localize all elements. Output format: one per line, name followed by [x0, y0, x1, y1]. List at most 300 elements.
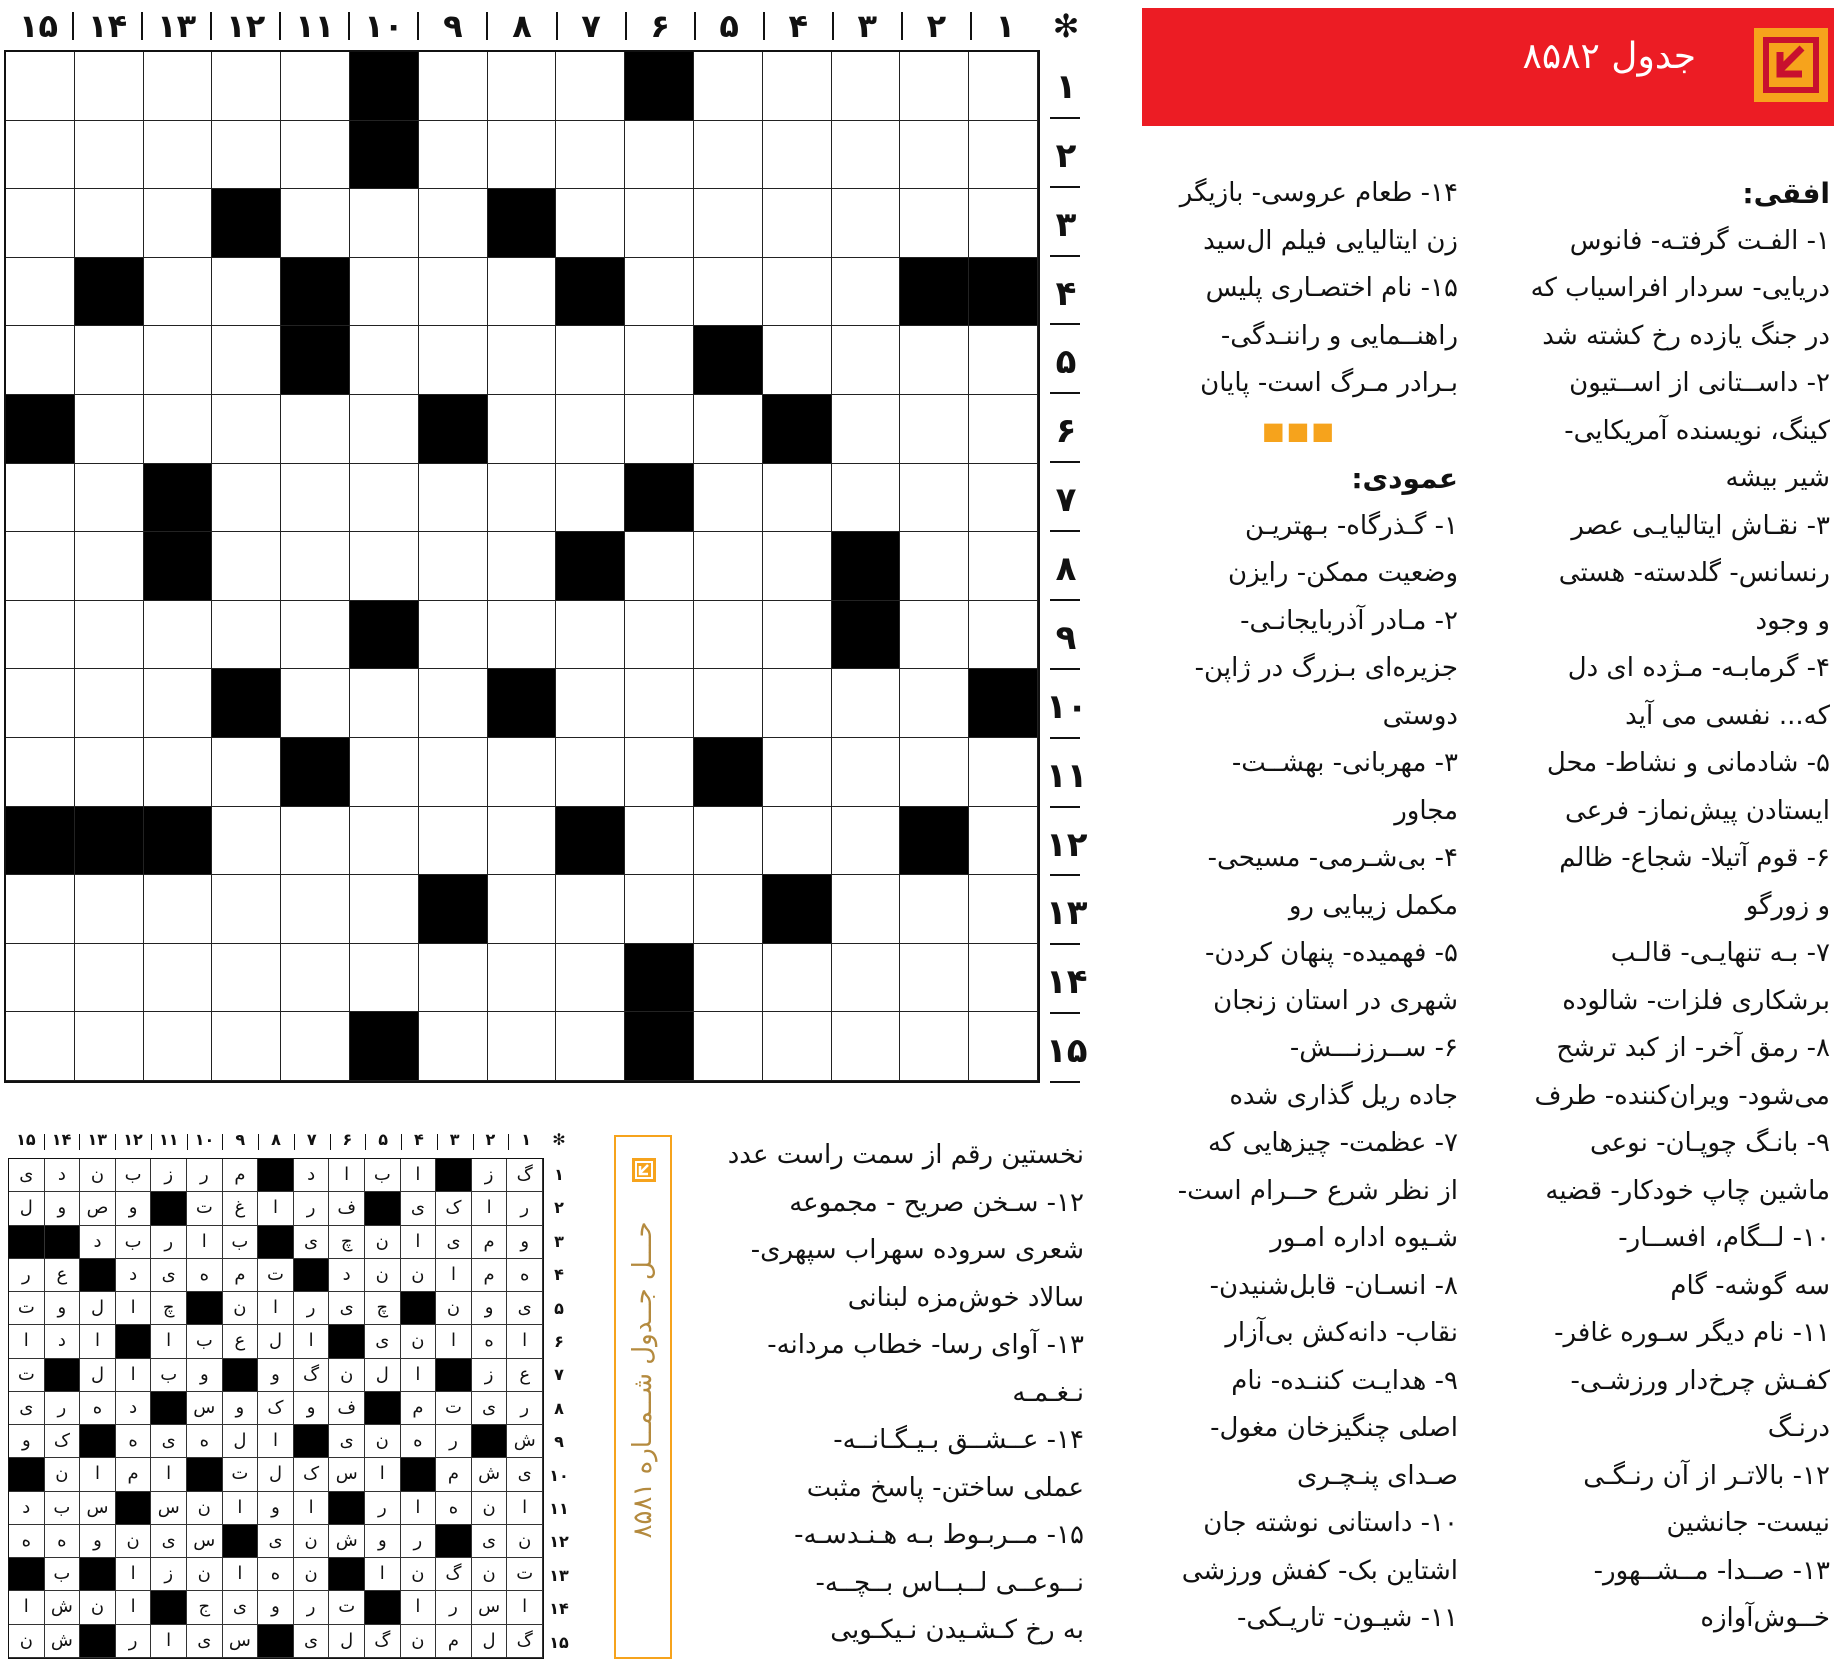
- solution-column-number: ۹: [235, 1130, 246, 1149]
- grid-cell: [212, 326, 281, 395]
- row-number: ۱۲: [1046, 824, 1088, 865]
- solution-cell: ن: [294, 1558, 330, 1591]
- clue-line: ۱- گـذرگاه- بـهتریـن: [1244, 510, 1458, 541]
- grid-cell: [694, 52, 763, 121]
- grid-cell: [900, 875, 969, 944]
- solution-cell: و: [187, 1359, 223, 1392]
- solution-cell: ا: [294, 1325, 330, 1358]
- column-number: ۷: [581, 7, 601, 45]
- column-number: ۱۴: [88, 7, 128, 45]
- solution-cell: ا: [507, 1325, 543, 1358]
- solution-cell: ت: [329, 1591, 365, 1624]
- clue-line: و زورگو: [1745, 890, 1830, 921]
- solution-cell: ف: [329, 1192, 365, 1225]
- clue-line: عملی ساختن- پاسخ مثبت: [806, 1472, 1084, 1503]
- row-number: ۶: [1055, 411, 1077, 452]
- solution-cell: ا: [507, 1591, 543, 1624]
- grid-cell: [281, 807, 350, 876]
- grid-cell: [75, 944, 144, 1013]
- grid-cell: [281, 121, 350, 190]
- solution-column-separator: [437, 1134, 438, 1150]
- solution-cell: م: [223, 1159, 259, 1192]
- solution-column-separator: [365, 1134, 366, 1150]
- grid-cell: [694, 875, 763, 944]
- solution-cell: ن: [223, 1292, 259, 1325]
- solution-cell: ا: [258, 1292, 294, 1325]
- clue-line: ۴- گرمابـه- مـژده ای دل: [1567, 653, 1830, 683]
- grid-cell: [556, 189, 625, 258]
- row-number: ۱۴: [1046, 962, 1088, 1003]
- grid-cell: [556, 464, 625, 533]
- grid-cell: [6, 326, 75, 395]
- solution-cell: ک: [45, 1425, 81, 1458]
- solution-cell: ر: [294, 1192, 330, 1225]
- grid-cell: [832, 464, 901, 533]
- solution-cell: ه: [401, 1425, 437, 1458]
- solution-cell: ا: [365, 1558, 401, 1591]
- solution-row-number: ۸: [554, 1398, 564, 1418]
- corner-arrow-icon: [1754, 28, 1828, 102]
- solution-block-cell: [151, 1392, 187, 1425]
- block-cell: [212, 669, 281, 738]
- grid-cell: [556, 601, 625, 670]
- block-cell: [350, 121, 419, 190]
- block-cell: [6, 395, 75, 464]
- clue-line: جاده ریل گذاری شده: [1229, 1080, 1458, 1111]
- grid-cell: [694, 121, 763, 190]
- grid-cell: [6, 532, 75, 601]
- solution-column-number: ۸: [271, 1130, 281, 1149]
- grid-cell: [350, 738, 419, 807]
- solution-column-separator: [44, 1134, 45, 1150]
- clue-line: دوستی: [1382, 700, 1458, 731]
- grid-cell: [900, 1012, 969, 1081]
- grid-cell: [350, 464, 419, 533]
- clue-line: ۳- نقـاش ایتالیایـی عصر: [1571, 510, 1830, 541]
- solution-cell: ش: [45, 1625, 81, 1658]
- solution-column-number: ۲: [485, 1130, 496, 1149]
- clue-line: ۱۳- صــدا- مــشــهور-: [1593, 1555, 1830, 1586]
- grid-cell: [419, 944, 488, 1013]
- grid-cell: [350, 944, 419, 1013]
- block-cell: [144, 532, 213, 601]
- grid-cell: [763, 52, 832, 121]
- solution-block-cell: [80, 1425, 116, 1458]
- grid-cell: [75, 1012, 144, 1081]
- clue-line: ۱۵- نام اختصـاری پلیس: [1205, 273, 1458, 303]
- solution-cell: ه: [187, 1425, 223, 1458]
- solution-cell: د: [45, 1325, 81, 1358]
- row-number: ۵: [1055, 342, 1077, 383]
- column-number: ۱۱: [295, 7, 335, 45]
- solution-cell: ا: [472, 1192, 508, 1225]
- grid-cell: [75, 121, 144, 190]
- row-separator: [1050, 186, 1080, 188]
- puzzle-title: جدول ۸۵۸۲: [1522, 36, 1696, 77]
- row-number: ۱۰: [1046, 686, 1088, 727]
- grid-cell: [281, 52, 350, 121]
- solution-column-separator: [508, 1134, 509, 1150]
- grid-cell: [419, 52, 488, 121]
- solution-cell: گ: [507, 1159, 543, 1192]
- grid-cell: [900, 121, 969, 190]
- grid-cell: [556, 875, 625, 944]
- grid-cell: [144, 52, 213, 121]
- grid-cell: [6, 1012, 75, 1081]
- clue-line: راهنــمایی و راننـدگی-: [1220, 320, 1458, 351]
- clue-line: ۱۲- بالاتـر از آن رنـگـی: [1583, 1460, 1830, 1491]
- clue-line: ۹- بانـگ چوپـان- نوعی: [1589, 1128, 1830, 1158]
- solution-cell: ر: [507, 1192, 543, 1225]
- solution-cell: ن: [401, 1625, 437, 1658]
- row-separator: [1050, 599, 1080, 601]
- solution-block-cell: [9, 1458, 45, 1491]
- clue-line: ۱۲- سـخن صریح - مجموعه: [789, 1187, 1084, 1218]
- row-separator: [1050, 530, 1080, 532]
- grid-cell: [900, 944, 969, 1013]
- solution-cell: ا: [223, 1558, 259, 1591]
- solution-cell: و: [507, 1226, 543, 1259]
- block-cell: [488, 669, 557, 738]
- grid-cell: [832, 395, 901, 464]
- solution-row-number: ۷: [554, 1365, 564, 1385]
- solution-cell: ا: [401, 1492, 437, 1525]
- solution-cell: ن: [187, 1558, 223, 1591]
- grid-cell: [419, 532, 488, 601]
- clue-line: ۱۰- لــگام، افســار-: [1618, 1223, 1830, 1253]
- solution-block-cell: [151, 1591, 187, 1624]
- solution-cell: ج: [187, 1591, 223, 1624]
- grid-cell: [488, 532, 557, 601]
- row-number: ۱۳: [1046, 893, 1088, 934]
- solution-cell: م: [401, 1392, 437, 1425]
- solution-cell: ص: [80, 1192, 116, 1225]
- grid-cell: [625, 601, 694, 670]
- grid-cell: [144, 875, 213, 944]
- grid-cell: [969, 464, 1038, 533]
- solution-cell: ا: [80, 1325, 116, 1358]
- solution-block-cell: [80, 1558, 116, 1591]
- solution-row-number: ۴: [554, 1265, 564, 1285]
- clue-line: ۸- انسـان- قابل‌شنیدن-: [1209, 1270, 1458, 1301]
- solution-cell: ا: [258, 1192, 294, 1225]
- grid-cell: [763, 738, 832, 807]
- grid-cell: [212, 258, 281, 327]
- block-cell: [212, 189, 281, 258]
- grid-cell: [6, 258, 75, 327]
- grid-cell: [212, 875, 281, 944]
- solution-block-cell: [116, 1492, 152, 1525]
- grid-cell: [556, 52, 625, 121]
- clue-line: ۶- ســرزنـــش-: [1289, 1033, 1458, 1063]
- grid-cell: [556, 121, 625, 190]
- block-cell: [556, 807, 625, 876]
- row-number: ۱۵: [1046, 1031, 1088, 1072]
- solution-cell: ن: [401, 1558, 437, 1591]
- grid-cell: [900, 532, 969, 601]
- solution-cell: ن: [507, 1525, 543, 1558]
- solution-cell: د: [9, 1492, 45, 1525]
- solution-column-number: ۵: [378, 1130, 389, 1149]
- solution-block-cell: [116, 1325, 152, 1358]
- grid-cell: [488, 738, 557, 807]
- row-number: ۲: [1055, 135, 1077, 176]
- solution-row-number: ۱۲: [549, 1532, 569, 1552]
- solution-block-cell: [401, 1292, 437, 1325]
- solution-column-number: ۱۰: [194, 1130, 215, 1149]
- block-cell: [281, 738, 350, 807]
- solution-cell: ی: [151, 1525, 187, 1558]
- solution-cell: ک: [258, 1392, 294, 1425]
- solution-cell: ر: [151, 1226, 187, 1259]
- block-cell: [350, 1012, 419, 1081]
- row-separator: [1050, 1081, 1080, 1083]
- solution-cell: س: [80, 1492, 116, 1525]
- row-separator: [1050, 806, 1080, 808]
- grid-cell: [75, 189, 144, 258]
- clue-line: خــوش‌آوازه: [1700, 1603, 1830, 1633]
- clue-line: ۱۰- داستانی نوشته جان: [1203, 1508, 1458, 1538]
- grid-cell: [763, 189, 832, 258]
- solution-row-number: ۱۴: [549, 1599, 569, 1619]
- block-cell: [832, 532, 901, 601]
- solution-cell: ع: [507, 1359, 543, 1392]
- column-number: ۸: [512, 7, 532, 45]
- clue-line: ۵- فهمیده- پنهان کردن-: [1205, 938, 1458, 968]
- clue-line: ۱۴- طعام عروسی- بازیگر: [1179, 178, 1458, 208]
- clue-line: کفـش چرخ‌دار ورزشـی-: [1570, 1365, 1830, 1396]
- solution-cell: ن: [294, 1525, 330, 1558]
- grid-cell: [488, 258, 557, 327]
- grid-cell: [694, 532, 763, 601]
- solution-cell: ز: [151, 1558, 187, 1591]
- grid-cell: [832, 875, 901, 944]
- grid-cell: [212, 807, 281, 876]
- solution-block-cell: [187, 1292, 223, 1325]
- clue-line: شعری سروده سهراب سپهری-: [750, 1235, 1084, 1265]
- solution-block-cell: [9, 1558, 45, 1591]
- solution-cell: ب: [45, 1558, 81, 1591]
- solution-cell: ا: [365, 1458, 401, 1491]
- solution-cell: س: [187, 1525, 223, 1558]
- grid-cell: [488, 807, 557, 876]
- grid-cell: [832, 326, 901, 395]
- block-cell: [694, 738, 763, 807]
- grid-cell: [556, 738, 625, 807]
- solution-cell: ت: [507, 1558, 543, 1591]
- block-cell: [419, 395, 488, 464]
- grid-cell: [900, 601, 969, 670]
- grid-cell: [75, 395, 144, 464]
- solution-row-number: ۱۰: [549, 1465, 569, 1485]
- column-number: ۲: [926, 7, 947, 45]
- solution-cell: ب: [365, 1159, 401, 1192]
- solution-cell: ب: [116, 1226, 152, 1259]
- solution-row-number: ۹: [554, 1432, 564, 1452]
- row-separator: [1050, 461, 1080, 463]
- grid-cell: [212, 944, 281, 1013]
- clue-line: نــوعــی لــبــاس بــچــه-: [815, 1567, 1084, 1598]
- solution-column-separator: [473, 1134, 474, 1150]
- solution-column-separator: [330, 1134, 331, 1150]
- block-cell: [900, 807, 969, 876]
- grid-cell: [763, 532, 832, 601]
- grid-cell: [488, 1012, 557, 1081]
- grid-cell: [419, 669, 488, 738]
- solution-block-cell: [45, 1226, 81, 1259]
- solution-cell: و: [365, 1525, 401, 1558]
- grid-cell: [6, 189, 75, 258]
- solution-cell: ب: [187, 1325, 223, 1358]
- solution-cell: ر: [294, 1591, 330, 1624]
- grid-cell: [694, 189, 763, 258]
- solution-cell: و: [45, 1192, 81, 1225]
- block-cell: [6, 807, 75, 876]
- solution-column-number: ۱۴: [51, 1130, 72, 1149]
- row-separator: [1050, 943, 1080, 945]
- solution-row-number: ۲: [554, 1198, 564, 1218]
- solution-cell: ا: [151, 1625, 187, 1658]
- clue-line: ۱۱- شیـون- تاریـکی-: [1237, 1603, 1458, 1633]
- clue-line: دریایی- سردار افراسیاب که: [1530, 273, 1830, 303]
- solution-corner-symbol: ✻: [552, 1130, 566, 1149]
- grid-cell: [350, 807, 419, 876]
- grid-cell: [144, 121, 213, 190]
- grid-cell: [75, 52, 144, 121]
- solution-cell: ن: [116, 1525, 152, 1558]
- grid-cell: [488, 875, 557, 944]
- solution-cell: ر: [116, 1625, 152, 1658]
- solution-cell: چ: [329, 1226, 365, 1259]
- solution-cell: ا: [436, 1259, 472, 1292]
- grid-cell: [281, 601, 350, 670]
- clue-line: سالاد خوش‌مزه لبنانی: [847, 1282, 1084, 1313]
- grid-cell: [75, 738, 144, 807]
- grid-cell: [694, 1012, 763, 1081]
- clue-line: می‌شود- ویران‌کننده- طرف: [1534, 1080, 1830, 1111]
- solution-cell: و: [45, 1292, 81, 1325]
- solution-cell: ر: [9, 1259, 45, 1292]
- solution-cell: ا: [401, 1591, 437, 1624]
- grid-cell: [488, 326, 557, 395]
- grid-cell: [900, 326, 969, 395]
- solution-cell: د: [294, 1159, 330, 1192]
- solution-cell: س: [187, 1392, 223, 1425]
- block-cell: [625, 1012, 694, 1081]
- grid-cell: [350, 258, 419, 327]
- clue-line: ماشین چاپ خودکار- قضیه: [1545, 1175, 1830, 1206]
- solution-cell: ر: [507, 1392, 543, 1425]
- grid-cell: [832, 669, 901, 738]
- grid-cell: [6, 738, 75, 807]
- solution-cell: ی: [436, 1226, 472, 1259]
- solution-cell: چ: [365, 1292, 401, 1325]
- clue-line: ۱۴- عــشــق بـیـگـانــه-: [833, 1425, 1084, 1455]
- grid-cell: [694, 395, 763, 464]
- clue-line: برشکاری فلزات- شالوده: [1562, 985, 1830, 1016]
- solution-cell: ا: [294, 1492, 330, 1525]
- grid-cell: [900, 395, 969, 464]
- solution-column-separator: [187, 1134, 188, 1150]
- clue-line: ۲- مـادر آذربایجانـی-: [1240, 605, 1458, 636]
- clue-line: کینگ، نویسنده آمریکایی-: [1564, 415, 1830, 446]
- solution-row-number: ۳: [554, 1231, 564, 1251]
- block-cell: [75, 807, 144, 876]
- block-cell: [556, 258, 625, 327]
- solution-cell: ی: [472, 1392, 508, 1425]
- solution-cell: س: [223, 1625, 259, 1658]
- grid-cell: [212, 738, 281, 807]
- solution-cell: م: [436, 1458, 472, 1491]
- solution-block-cell: [258, 1159, 294, 1192]
- grid-cell: [969, 1012, 1038, 1081]
- solution-cell: و: [9, 1425, 45, 1458]
- grid-cell: [144, 326, 213, 395]
- clue-line: که... نفسی می آید: [1625, 700, 1830, 731]
- row-number: ۱: [1055, 67, 1077, 107]
- block-cell: [625, 52, 694, 121]
- solution-cell: ش: [472, 1458, 508, 1491]
- solution-block-cell: [294, 1259, 330, 1292]
- solution-block-cell: [329, 1492, 365, 1525]
- grid-cell: [281, 532, 350, 601]
- solution-cell: ی: [187, 1625, 223, 1658]
- grid-cell: [350, 395, 419, 464]
- grid-cell: [350, 189, 419, 258]
- grid-cell: [281, 875, 350, 944]
- solution-cell: ه: [45, 1525, 81, 1558]
- solution-cell: ل: [258, 1325, 294, 1358]
- grid-cell: [488, 601, 557, 670]
- solution-cell: ت: [9, 1292, 45, 1325]
- solution-cell: م: [472, 1226, 508, 1259]
- grid-cell: [694, 807, 763, 876]
- grid-cell: [625, 875, 694, 944]
- solution-cell: ز: [151, 1159, 187, 1192]
- solution-block-cell: [151, 1192, 187, 1225]
- solution-cell: ل: [329, 1625, 365, 1658]
- grid-cell: [625, 395, 694, 464]
- solution-cell: م: [472, 1259, 508, 1292]
- solution-cell: و: [294, 1392, 330, 1425]
- grid-cell: [694, 669, 763, 738]
- grid-cell: [488, 52, 557, 121]
- solution-cell: و: [258, 1492, 294, 1525]
- solution-cell: ت: [187, 1192, 223, 1225]
- grid-cell: [419, 464, 488, 533]
- grid-cell: [969, 601, 1038, 670]
- solution-block-cell: [80, 1259, 116, 1292]
- solution-column-number: ۷: [306, 1130, 317, 1149]
- grid-cell: [281, 669, 350, 738]
- grid-cell: [281, 395, 350, 464]
- solution-cell: ا: [401, 1159, 437, 1192]
- solution-cell: چ: [151, 1292, 187, 1325]
- block-cell: [625, 464, 694, 533]
- grid-cell: [6, 121, 75, 190]
- grid-cell: [625, 189, 694, 258]
- clue-line: ۱- الفـت گرفتـه- فانوس: [1569, 225, 1830, 256]
- solution-column-number: ۴: [414, 1130, 424, 1149]
- solution-cell: ه: [80, 1392, 116, 1425]
- solution-cell: غ: [223, 1192, 259, 1225]
- solution-block-cell: [365, 1392, 401, 1425]
- grid-cell: [419, 121, 488, 190]
- solution-cell: ن: [365, 1425, 401, 1458]
- grid-cell: [6, 669, 75, 738]
- row-separator: [1050, 255, 1080, 257]
- grid-cell: [144, 601, 213, 670]
